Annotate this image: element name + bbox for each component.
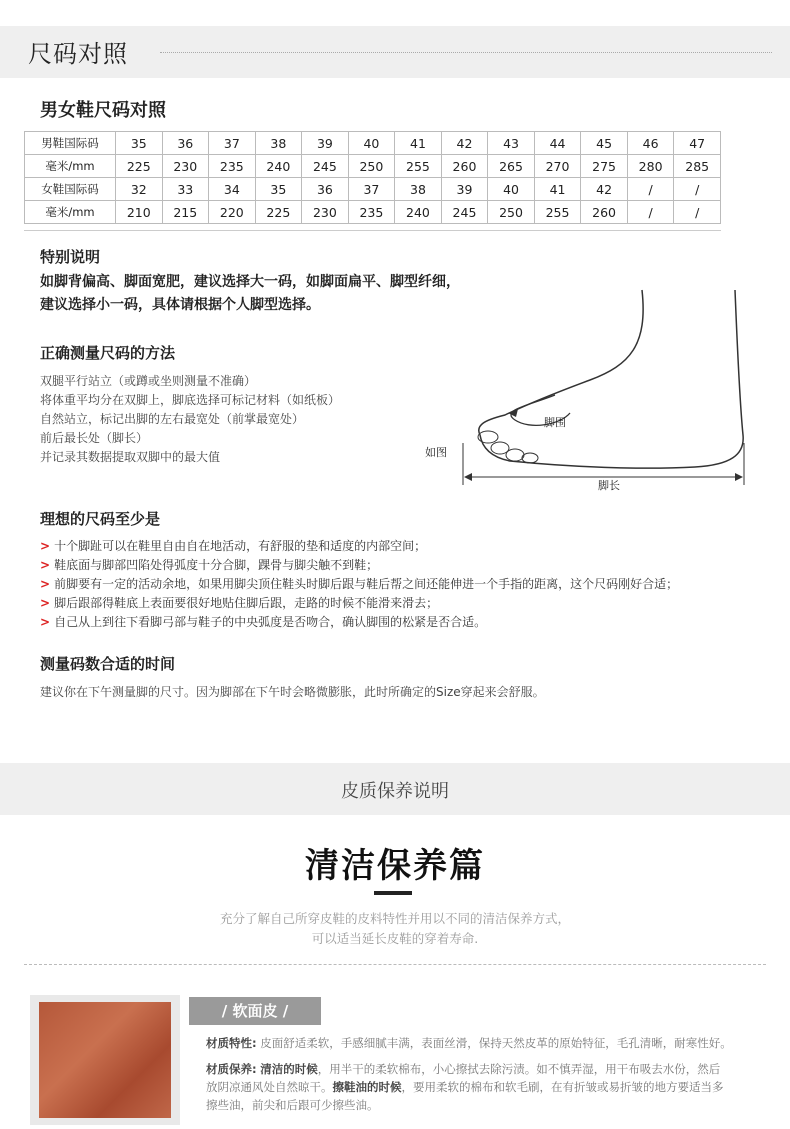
table-cell: 36 bbox=[162, 132, 209, 155]
girth-arrow-icon bbox=[508, 409, 518, 417]
table-cell: 260 bbox=[581, 201, 628, 224]
table-cell: 38 bbox=[395, 178, 442, 201]
table-row bbox=[25, 132, 721, 155]
table-cell: 270 bbox=[534, 155, 581, 178]
table-cell: 265 bbox=[488, 155, 535, 178]
table-cell: / bbox=[674, 178, 721, 201]
measure-step: 双腿平行站立（或蹲或坐则测量不准确） bbox=[40, 374, 257, 388]
ideal-title: 理想的尺码至少是 bbox=[40, 510, 161, 528]
length-label: 脚长 bbox=[598, 479, 620, 492]
table-cell: 240 bbox=[395, 201, 442, 224]
arrow-icon: > bbox=[40, 596, 51, 610]
arrow-icon: > bbox=[40, 615, 51, 629]
table-cell: 280 bbox=[627, 155, 674, 178]
table-cell: 40 bbox=[348, 132, 395, 155]
arrow-icon: > bbox=[40, 539, 51, 553]
table-cell: 245 bbox=[441, 201, 488, 224]
special-line-1: 如脚背偏高、脚面宽肥，建议选择大一码，如脚面扁平、脚型纤细， bbox=[40, 274, 460, 290]
size-table bbox=[24, 131, 721, 224]
table-cell: 45 bbox=[581, 132, 628, 155]
toe-shape bbox=[522, 453, 538, 463]
material-feature: 材质特性: 皮面舒适柔软，手感细腻丰满，表面丝滑，保持天然皮革的原始特征，毛孔清晰，耐寒性好。 bbox=[206, 1036, 732, 1050]
arrow-icon: > bbox=[40, 577, 51, 591]
table-cell: 225 bbox=[116, 155, 163, 178]
toe-shape bbox=[491, 442, 509, 454]
table-cell: 245 bbox=[302, 155, 349, 178]
table-cell: 36 bbox=[302, 178, 349, 201]
foot-diagram bbox=[420, 285, 760, 495]
divider bbox=[24, 230, 721, 231]
title-underline bbox=[374, 891, 412, 895]
header-divider bbox=[160, 52, 772, 53]
table-cell: 32 bbox=[116, 178, 163, 201]
table-cell: 35 bbox=[255, 178, 302, 201]
section-title: 尺码对照 bbox=[28, 40, 128, 68]
table-cell: 275 bbox=[581, 155, 628, 178]
table-cell: 39 bbox=[441, 178, 488, 201]
table-cell: 42 bbox=[441, 132, 488, 155]
table-cell: 230 bbox=[302, 201, 349, 224]
list-item: > 前脚要有一定的活动余地，如果用脚尖顶住鞋头时脚后跟与鞋后帮之间还能伸进一个手指的距离，这个尺码刚好合适； bbox=[40, 577, 679, 591]
timing-title: 测量码数合适的时间 bbox=[40, 655, 176, 673]
toe-shape bbox=[506, 449, 524, 461]
table-cell: 240 bbox=[255, 155, 302, 178]
table-cell: 43 bbox=[488, 132, 535, 155]
girth-label: 脚围 bbox=[544, 416, 566, 429]
table-row bbox=[25, 155, 721, 178]
table-cell: 215 bbox=[162, 201, 209, 224]
table-cell: 235 bbox=[348, 201, 395, 224]
length-arrow-right-icon bbox=[735, 473, 743, 481]
measure-step: 并记录其数据提取双脚中的最大值 bbox=[40, 450, 221, 464]
material-tag: / 软面皮 / bbox=[189, 997, 321, 1025]
table-cell: 37 bbox=[348, 178, 395, 201]
table-cell: 40 bbox=[488, 178, 535, 201]
arrow-icon: > bbox=[40, 558, 51, 572]
foot-outline bbox=[479, 290, 743, 468]
table-cell: 210 bbox=[116, 201, 163, 224]
table-cell: 250 bbox=[488, 201, 535, 224]
table-row bbox=[25, 178, 721, 201]
special-title: 特别说明 bbox=[40, 248, 101, 266]
care-header-title: 皮质保养说明 bbox=[341, 781, 449, 802]
table-cell: 39 bbox=[302, 132, 349, 155]
measure-title: 正确测量尺码的方法 bbox=[40, 344, 176, 362]
table-cell: 260 bbox=[441, 155, 488, 178]
material-care: 材质保养: 清洁的时候，用半干的柔软棉布，小心擦拭去除污渍。如不慎弄湿，用干布吸去水份，然后 放阴凉通风处自然晾干。擦鞋油的时候，要用柔软的棉布和软毛刷，在有折皱或易折皱的地方要适当多 擦些油，前尖和后跟可少擦些油。 bbox=[206, 1062, 724, 1112]
table-cell: 250 bbox=[348, 155, 395, 178]
section-header bbox=[0, 26, 790, 78]
row-label: 毫米/mm bbox=[25, 201, 116, 224]
timing-text: 建议你在下午测量脚的尺寸。因为脚部在下午时会略微膨胀，此时所确定的Size穿起来会舒服。 bbox=[40, 685, 545, 699]
table-cell: 37 bbox=[209, 132, 256, 155]
example-label: 如图 bbox=[425, 446, 447, 459]
table-cell: 38 bbox=[255, 132, 302, 155]
list-item: > 十个脚趾可以在鞋里自由自在地活动，有舒服的垫和适度的内部空间； bbox=[40, 539, 427, 553]
clean-description: 充分了解自己所穿皮鞋的皮料特性并用以不同的清洁保养方式， 可以适当延长皮鞋的穿着寿命. bbox=[219, 911, 570, 946]
table-cell: 42 bbox=[581, 178, 628, 201]
table-cell: 285 bbox=[674, 155, 721, 178]
table-cell: / bbox=[627, 178, 674, 201]
size-chart-title: 男女鞋尺码对照 bbox=[40, 100, 166, 121]
row-label: 男鞋国际码 bbox=[25, 132, 116, 155]
row-label: 毫米/mm bbox=[25, 155, 116, 178]
table-cell: 41 bbox=[534, 178, 581, 201]
care-header bbox=[0, 763, 790, 815]
length-arrow-left-icon bbox=[464, 473, 472, 481]
table-cell: 47 bbox=[674, 132, 721, 155]
table-cell: 230 bbox=[162, 155, 209, 178]
table-row bbox=[25, 201, 721, 224]
table-cell: / bbox=[627, 201, 674, 224]
row-label: 女鞋国际码 bbox=[25, 178, 116, 201]
table-cell: 46 bbox=[627, 132, 674, 155]
table-cell: 35 bbox=[116, 132, 163, 155]
clean-title: 清洁保养篇 bbox=[305, 846, 485, 886]
table-cell: 220 bbox=[209, 201, 256, 224]
measure-step: 自然站立，标记出脚的左右最宽处（前掌最宽处） bbox=[40, 412, 305, 426]
leather-swatch bbox=[39, 1002, 171, 1118]
table-cell: 225 bbox=[255, 201, 302, 224]
table-cell: 33 bbox=[162, 178, 209, 201]
measure-steps bbox=[40, 372, 340, 467]
table-cell: 235 bbox=[209, 155, 256, 178]
divider bbox=[24, 964, 766, 965]
table-cell: / bbox=[674, 201, 721, 224]
table-cell: 255 bbox=[534, 201, 581, 224]
list-item: > 脚后跟部得鞋底上表面要很好地贴住脚后跟，走路的时候不能滑来滑去； bbox=[40, 596, 439, 610]
table-cell: 41 bbox=[395, 132, 442, 155]
table-cell: 44 bbox=[534, 132, 581, 155]
ideal-list bbox=[40, 537, 780, 632]
table-cell: 34 bbox=[209, 178, 256, 201]
table-cell: 255 bbox=[395, 155, 442, 178]
list-item: > 鞋底面与脚部凹陷处得弧度十分合脚，踝骨与脚尖触不到鞋； bbox=[40, 558, 379, 572]
special-line-2: 建议选择小一码，具体请根据个人脚型选择。 bbox=[40, 297, 320, 313]
list-item: > 自己从上到往下看脚弓部与鞋子的中央弧度是否吻合，确认脚围的松紧是否合适。 bbox=[40, 615, 487, 629]
measure-step: 前后最长处（脚长） bbox=[40, 431, 149, 445]
measure-step: 将体重平均分在双脚上，脚底选择可标记材料（如纸板） bbox=[40, 393, 341, 407]
